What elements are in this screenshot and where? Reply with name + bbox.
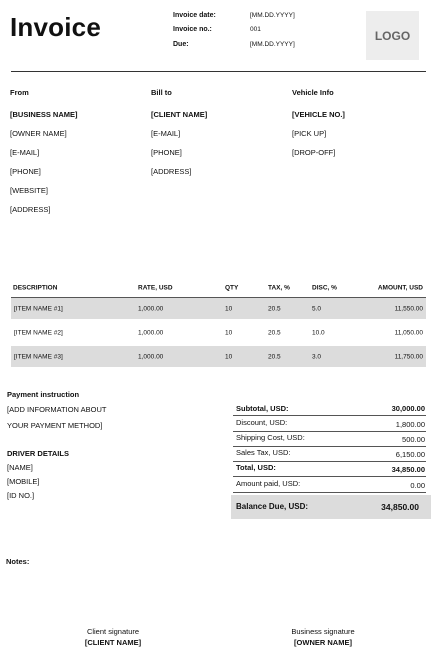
business-signature-name: [OWNER NAME] [294, 638, 352, 647]
balance-due-label: Balance Due, USD: [236, 502, 309, 511]
vehicle-pick-up: [PICK UP] [292, 129, 327, 138]
bill-to-email: [E-MAIL] [151, 129, 181, 138]
col-tax: TAX, % [268, 284, 290, 292]
driver-id: [ID NO.] [7, 491, 35, 500]
discount-label: Discount, USD: [236, 418, 288, 427]
item-tax: 20.5 [268, 305, 281, 312]
table-row [11, 298, 426, 319]
totals-divider [233, 492, 426, 493]
totals-divider [233, 431, 426, 432]
invoice-number-label: Invoice no.: [173, 26, 212, 33]
payment-instruction-line-2: YOUR PAYMENT METHOD] [7, 421, 103, 430]
col-amount: AMOUNT, USD [377, 284, 423, 292]
table-row [11, 322, 426, 343]
item-description: [ITEM NAME #3] [14, 353, 63, 360]
logo-placeholder [366, 11, 419, 60]
bill-to-address: [ADDRESS] [151, 167, 192, 176]
business-signature-caption: Business signature [291, 627, 355, 636]
amount-paid-value: 0.00 [410, 481, 425, 490]
totals-divider [233, 415, 426, 416]
item-description: [ITEM NAME #2] [14, 329, 63, 336]
item-tax: 20.5 [268, 353, 281, 360]
item-amount: 11,050.00 [394, 329, 423, 336]
vehicle-info-heading: Vehicle Info [292, 88, 334, 97]
item-amount: 11,550.00 [394, 305, 423, 312]
notes-label: Notes: [6, 557, 30, 566]
bill-to-heading: Bill to [151, 88, 172, 97]
item-qty: 10 [225, 329, 233, 336]
due-date-value: [MM.DD.YYYY] [250, 41, 295, 48]
col-rate: RATE, USD [138, 284, 173, 292]
from-owner-name: [OWNER NAME] [10, 129, 67, 138]
item-rate: 1,000.00 [138, 329, 164, 336]
payment-instruction-line-1: [ADD INFORMATION ABOUT [7, 405, 107, 414]
item-discount: 5.0 [312, 305, 322, 312]
col-qty: QTY [225, 284, 239, 292]
from-heading: From [10, 88, 29, 97]
totals-divider [233, 476, 426, 477]
shipping-cost-value: 500.00 [402, 435, 425, 444]
balance-due-box [231, 495, 431, 519]
invoice-title: Invoice [10, 12, 101, 42]
totals-divider [233, 461, 426, 462]
from-phone: [PHONE] [10, 167, 41, 176]
item-rate: 1,000.00 [138, 305, 164, 312]
due-date-label: Due: [173, 41, 189, 48]
vehicle-drop-off: [DROP-OFF] [292, 148, 336, 157]
driver-name: [NAME] [7, 463, 33, 472]
sales-tax-label: Sales Tax, USD: [236, 448, 291, 457]
items-table-header [11, 278, 426, 298]
item-tax: 20.5 [268, 329, 281, 336]
total-label: Total, USD: [236, 463, 276, 472]
item-qty: 10 [225, 353, 233, 360]
item-rate: 1,000.00 [138, 353, 164, 360]
total-value: 34,850.00 [391, 465, 425, 474]
logo-text: LOGO [374, 28, 411, 43]
invoice-number-value: 001 [250, 26, 261, 33]
item-discount: 10.0 [312, 329, 325, 336]
driver-mobile: [MOBILE] [7, 477, 40, 486]
header-divider [11, 71, 426, 72]
from-website: [WEBSITE] [10, 186, 48, 195]
table-row [11, 346, 426, 367]
item-description: [ITEM NAME #1] [14, 305, 63, 312]
discount-value: 1,800.00 [395, 420, 425, 429]
subtotal-value: 30,000.00 [391, 404, 425, 413]
subtotal-label: Subtotal, USD: [236, 404, 289, 413]
sales-tax-value: 6,150.00 [395, 450, 425, 459]
invoice-date-label: Invoice date: [173, 12, 216, 19]
col-description: DESCRIPTION [13, 284, 58, 292]
col-discount: DISC, % [312, 284, 337, 292]
payment-instruction-heading: Payment instruction [7, 390, 80, 399]
item-discount: 3.0 [312, 353, 322, 360]
driver-details-heading: DRIVER DETAILS [7, 449, 69, 458]
from-address: [ADDRESS] [10, 205, 51, 214]
vehicle-number: [VEHICLE NO.] [292, 110, 345, 119]
from-email: [E-MAIL] [10, 148, 40, 157]
amount-paid-label: Amount paid, USD: [236, 479, 301, 488]
bill-to-phone: [PHONE] [151, 148, 182, 157]
bill-to-client-name: [CLIENT NAME] [151, 110, 208, 119]
item-amount: 11,750.00 [394, 353, 423, 360]
shipping-cost-label: Shipping Cost, USD: [236, 433, 305, 442]
item-qty: 10 [225, 305, 233, 312]
balance-due-value: 34,850.00 [381, 502, 419, 512]
client-signature-caption: Client signature [86, 627, 140, 636]
client-signature-name: [CLIENT NAME] [84, 638, 142, 647]
invoice-date-value: [MM.DD.YYYY] [250, 12, 295, 19]
from-business-name: [BUSINESS NAME] [10, 110, 78, 119]
totals-divider [233, 446, 426, 447]
